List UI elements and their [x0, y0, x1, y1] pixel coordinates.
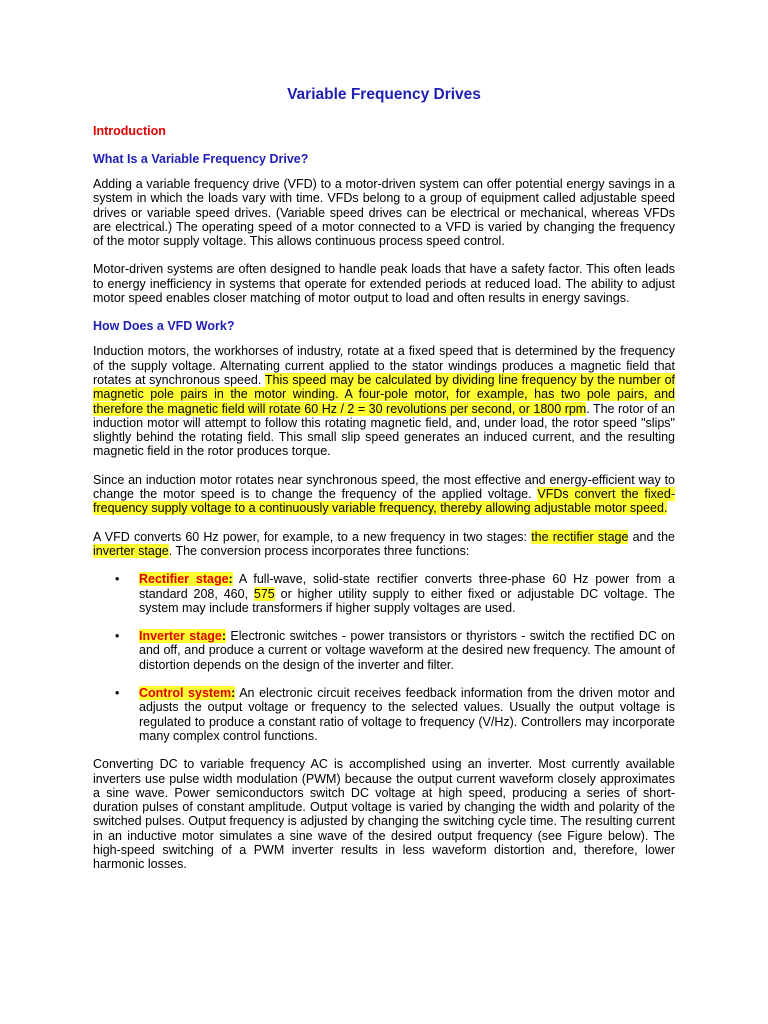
bullet-icon: •	[115, 629, 120, 644]
highlighted-text: the rectifier stage	[531, 529, 629, 544]
paragraph-two-stages	[93, 530, 675, 559]
section-heading-how-vfd-works: How Does a VFD Work?	[93, 319, 235, 334]
bullet-label: Inverter stage	[139, 629, 222, 644]
text-run: Since an induction motor rotates near synchronous speed, the most effective and energy-efficient way to change the motor speed is to change the frequency of the applied voltage.	[93, 472, 675, 502]
highlighted-text: This speed may be calculated by dividing line frequency by the number of magnetic pole pairs in the motor winding. A four-pole motor, for example, has two pole pairs, and therefore the magnetic field will rotate 60 Hz / 2 = 30 revolutions per second, or 1800 rpm	[93, 372, 676, 416]
paragraph-synchronous-speed	[93, 473, 675, 516]
text-run: . The conversion process incorporates three functions:	[168, 543, 470, 558]
text-run: . The rotor of an induction motor will attempt to follow this rotating magnetic field, and, under load, the rotor speed "slips" slightly behind the rotating field. This small slip speed generates an induced current, and the resulting magnetic field in the rotor produces torque.	[93, 401, 675, 459]
text-run: An electronic circuit receives feedback information from the driven motor and adjusts the output voltage or frequency to the selected values. Usually the output voltage is regulated to produce a constant ratio of voltage to frequency (V/Hz). Controllers may incorporate many complex control functions.	[139, 686, 675, 743]
bullet-colon: :	[228, 572, 233, 587]
bullet-colon: :	[221, 629, 227, 644]
bullet-colon: :	[231, 686, 236, 701]
text-run: Induction motors, the workhorses of industry, rotate at a fixed speed that is determined by the frequency of the supply voltage. Alternating current applied to the stator windings produces a magnetic field that rotates at synchronous speed.	[93, 344, 675, 387]
page-title: Variable Frequency Drives	[287, 86, 481, 103]
list-item-control-system	[93, 686, 675, 743]
highlighted-text: VFDs convert the fixed-frequency supply voltage to a continuously variable frequency, thereby allowing adjustable motor speed.	[93, 487, 675, 516]
bullet-icon: •	[115, 686, 120, 701]
bullet-icon: •	[115, 572, 120, 587]
highlighted-text: inverter stage	[93, 543, 169, 558]
section-heading-what-is-vfd: What Is a Variable Frequency Drive?	[93, 152, 309, 166]
text-run: or higher utility supply to either fixed or adjustable DC voltage. The system may include transformers if higher supply voltages are used.	[139, 586, 675, 615]
list-item-rectifier	[93, 572, 675, 615]
highlighted-text: 575	[253, 586, 275, 601]
paragraph-pwm: Converting DC to variable frequency AC is accomplished using an inverter. Most currently available inverters use pulse width modulation (PWM) because the output current waveform closely approximates a sine wave. Power semiconductors switch DC voltage at high speed, producing a series of short-duration pulses of constant amplitude. Output voltage is varied by changing the width and polarity of the switched pulses. Output frequency is adjusted by changing the switching cycle time. The resulting current in an inductive motor simulates a sine wave of the desired output frequency (see Figure below). The high-speed switching of a PWM inverter results in less waveform distortion and, therefore, lower harmonic losses.	[93, 757, 675, 872]
functions-list	[93, 572, 675, 743]
paragraph-induction-motors	[93, 344, 675, 458]
paragraph-intro-2: Motor-driven systems are often designed to handle peak loads that have a safety factor. This often leads to energy inefficiency in systems that operate for extended periods at reduced load. The ability to adjust motor speed enables closer matching of motor output to load and often results in energy savings.	[93, 262, 675, 306]
text-run: Electronic switches - power transistors or thyristors - switch the rectified DC on and off, and produce a current or voltage waveform at the desired new frequency. The amount of distortion depends on the design of the inverter and filter.	[139, 629, 675, 672]
paragraph-intro-1: Adding a variable frequency drive (VFD) to a motor-driven system can offer potential energy savings in a system in which the loads vary with time. VFDs belong to a group of equipment called adjustable speed drives or variable speed drives. (Variable speed drives can be electrical or mechanical, whereas VFDs are electrical.) The operating speed of a motor connected to a VFD is varied by changing the frequency of the motor supply voltage. This allows continuous process speed control.	[93, 177, 675, 249]
bullet-label: Control system	[139, 686, 232, 701]
list-item-inverter	[93, 629, 675, 672]
introduction-heading: Introduction	[93, 124, 166, 138]
text-run: A VFD converts 60 Hz power, for example, to a new frequency in two stages:	[93, 529, 532, 544]
text-run: and the	[628, 529, 675, 544]
text-run: A full-wave, solid-state rectifier converts three-phase 60 Hz power from a standard 208, 460,	[139, 572, 675, 601]
bullet-label: Rectifier stage	[139, 572, 229, 587]
